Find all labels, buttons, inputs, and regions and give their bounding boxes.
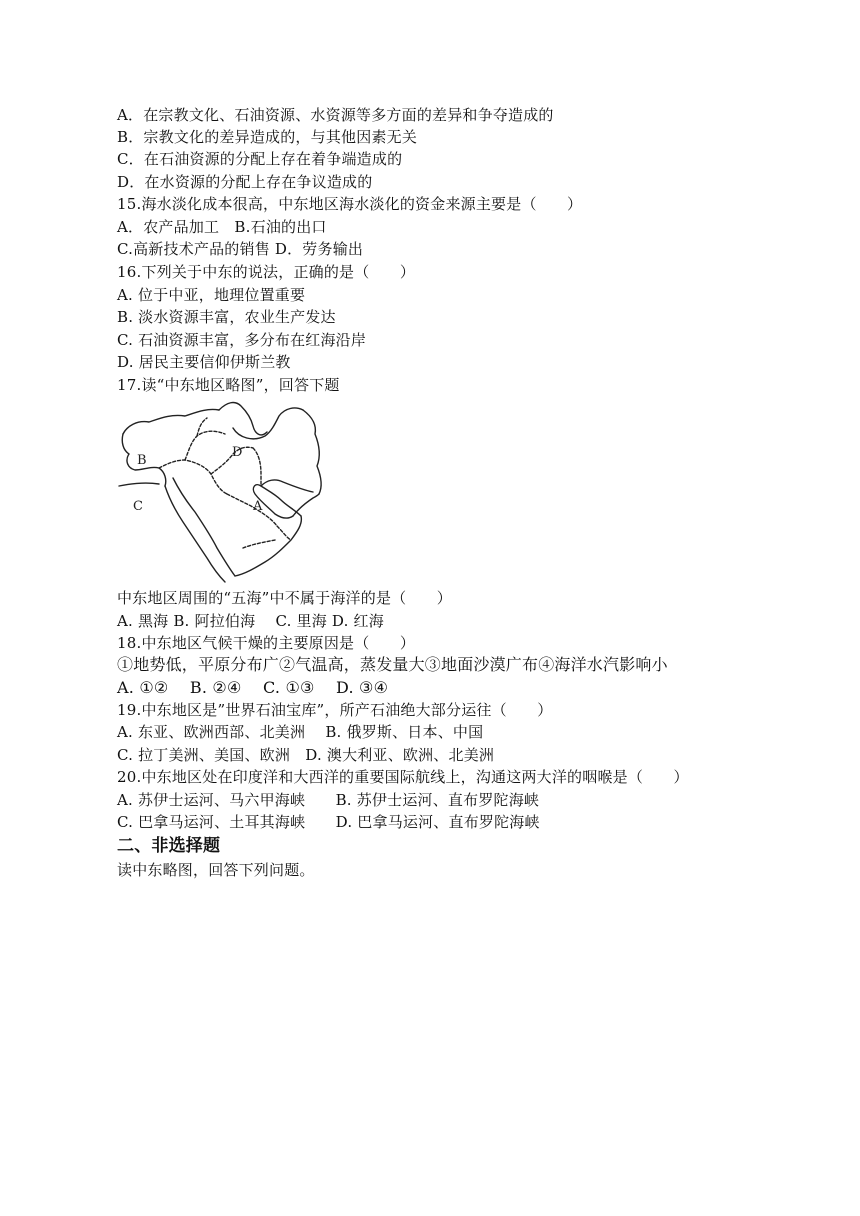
q16-option-b: B. 淡水资源丰富，农业生产发达 xyxy=(117,308,336,326)
q17-options: A. 黑海 B. 阿拉伯海 C. 里海 D. 红海 xyxy=(117,612,384,630)
q20-options-cd: C. 巴拿马运河、土耳其海峡 D. 巴拿马运河、直布罗陀海峡 xyxy=(117,813,540,831)
q15-options-cd: C.高新技术产品的销售 D．劳务输出 xyxy=(117,240,364,258)
q15-options-ab: A．农产品加工 B.石油的出口 xyxy=(117,218,327,236)
q16-option-c: C. 石油资源丰富，多分布在红海沿岸 xyxy=(117,331,367,349)
q14-option-d: D．在水资源的分配上存在争议造成的 xyxy=(117,173,373,191)
q16-option-d: D. 居民主要信仰伊斯兰教 xyxy=(117,353,291,371)
q19-options-ab: A. 东亚、欧洲西部、北美洲 B. 俄罗斯、日本、中国 xyxy=(117,723,484,741)
map-label-b: B xyxy=(137,453,147,468)
q20-options-ab: A. 苏伊士运河、马六甲海峡 B. 苏伊士运河、直布罗陀海峡 xyxy=(117,791,540,809)
map-label-a: A xyxy=(253,499,263,514)
q14-option-b: B．宗教文化的差异造成的，与其他因素无关 xyxy=(117,128,418,146)
q17-stem: 17.读“中东地区略图”，回答下题 xyxy=(117,376,340,394)
q18-options: A. ①② B. ②④ C. ①③ D. ③④ xyxy=(117,678,389,697)
q14-option-a: A．在宗教文化、石油资源、水资源等多方面的差异和争夺造成的 xyxy=(117,106,554,124)
q20-stem: 20.中东地区处在印度洋和大西洋的重要国际航线上，沟通这两大洋的咽喉是（ ） xyxy=(117,768,689,786)
middle-east-sketch-map xyxy=(115,398,325,584)
q19-stem: 19.中东地区是”世界石油宝库”，所产石油绝大部分运往（ ） xyxy=(117,701,553,719)
section-heading: 二、非选择题 xyxy=(117,836,221,856)
q15-stem: 15.海水淡化成本很高，中东地区海水淡化的资金来源主要是（ ） xyxy=(117,195,583,213)
q18-statements: ①地势低，平原分布广②气温高，蒸发量大③地面沙漠广布④海洋水汽影响小 xyxy=(117,655,668,674)
q18-stem: 18.中东地区气候干燥的主要原因是（ ） xyxy=(117,634,416,652)
map-label-d: D xyxy=(232,445,243,460)
q19-options-cd: C. 拉丁美洲、美国、欧洲 D. 澳大利亚、欧洲、北美洲 xyxy=(117,746,495,764)
q17-substem: 中东地区周围的“五海”中不属于海洋的是（ ） xyxy=(117,589,452,607)
q16-option-a: A. 位于中亚，地理位置重要 xyxy=(117,286,306,304)
q14-option-c: C．在石油资源的分配上存在着争端造成的 xyxy=(117,150,403,168)
section-intro: 读中东略图，回答下列问题。 xyxy=(117,861,315,879)
map-label-c: C xyxy=(133,499,143,514)
q16-stem: 16.下列关于中东的说法，正确的是（ ） xyxy=(117,263,416,281)
